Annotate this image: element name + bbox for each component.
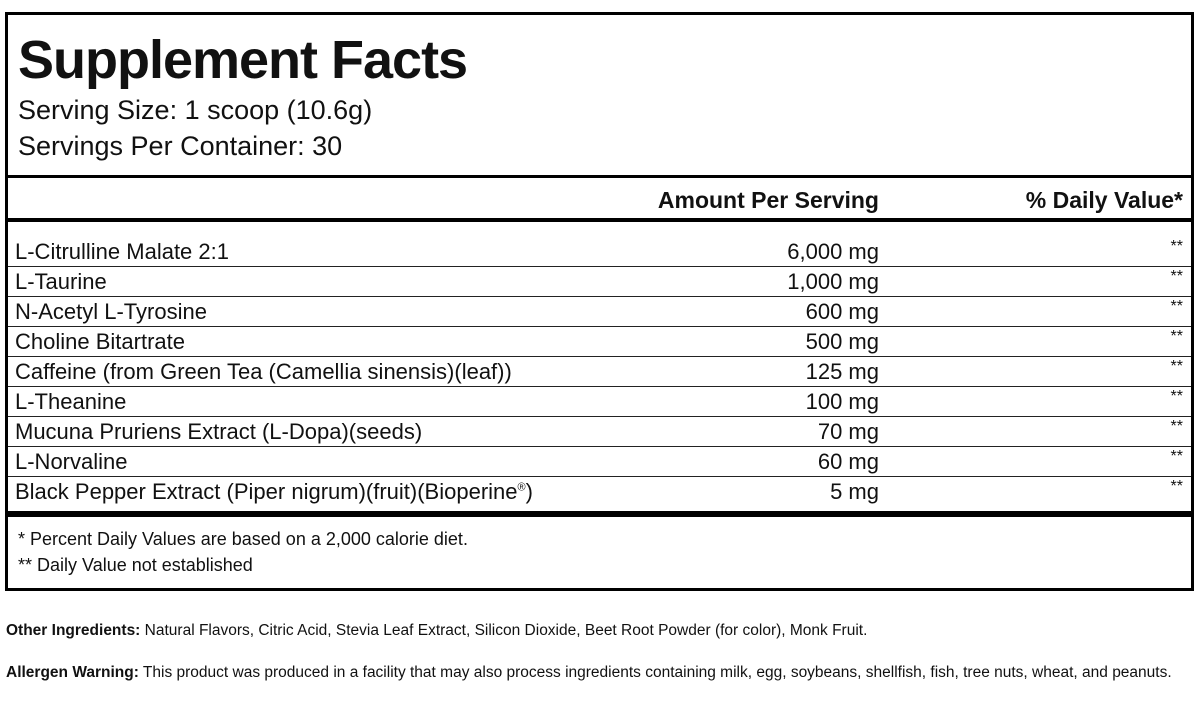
registered-mark: ® [517,481,526,494]
allergen-warning-text: This product was produced in a facility that may also process ingredients containing milk, egg, soybeans, shellfish, fish, tree nuts, wheat, and peanuts. [138,664,1172,681]
ingredient-dv: ** [1170,388,1183,405]
ingredient-amount: 6,000 mg [787,239,879,264]
ingredient-dv: ** [1170,478,1183,495]
other-ingredients [6,620,1186,642]
table-row [8,387,1191,417]
divider-bottom [8,511,1191,517]
allergen-warning [6,662,1186,684]
ingredient-name: Mucuna Pruriens Extract (L-Dopa)(seeds) [15,419,423,444]
ingredient-dv: ** [1170,418,1183,435]
table-row [8,297,1191,327]
servings-per-container: Servings Per Container: 30 [18,131,343,161]
ingredient-amount: 5 mg [830,479,879,504]
other-ingredients-label: Other Ingredients: [6,622,141,639]
footnote-not-established: ** Daily Value not established [18,555,253,575]
ingredient-name: Choline Bitartrate [15,329,185,354]
allergen-warning-label: Allergen Warning: [6,664,139,681]
ingredient-dv: ** [1170,238,1183,255]
ingredient-amount: 60 mg [817,449,879,474]
amount-per-serving-header: Amount Per Serving [657,187,879,213]
ingredient-name: Black Pepper Extract (Piper nigrum)(fruit)(Bioperine®) [15,479,533,504]
ingredient-dv: ** [1170,448,1183,465]
ingredient-amount: 500 mg [805,329,879,354]
serving-size: Serving Size: 1 scoop (10.6g) [18,95,373,125]
table-row [8,327,1191,357]
ingredient-name: L-Norvaline [15,449,128,474]
divider-header [8,218,1191,222]
table-row [8,417,1191,447]
panel-title: Supplement Facts [18,30,468,90]
ingredient-dv: ** [1170,328,1183,345]
ingredient-amount: 1,000 mg [787,269,879,294]
ingredient-name: Caffeine (from Green Tea (Camellia sinensis)(leaf)) [15,359,512,384]
footnote-daily-values: * Percent Daily Values are based on a 2,000 calorie diet. [18,529,468,549]
table-row [8,237,1191,267]
ingredient-amount: 100 mg [805,389,879,414]
table-row [8,477,1191,507]
ingredient-amount: 600 mg [805,299,879,324]
ingredient-dv: ** [1170,268,1183,285]
table-row [8,267,1191,297]
table-row [8,447,1191,477]
table-row [8,357,1191,387]
ingredient-name: L-Citrulline Malate 2:1 [15,239,229,264]
ingredient-amount: 70 mg [817,419,879,444]
ingredient-dv: ** [1170,298,1183,315]
ingredient-name: L-Theanine [15,389,127,414]
ingredient-name: N-Acetyl L-Tyrosine [15,299,207,324]
divider-top [8,175,1191,178]
other-ingredients-text: Natural Flavors, Citric Acid, Stevia Leaf Extract, Silicon Dioxide, Beet Root Powder (for color), Monk Fruit. [140,622,868,639]
ingredient-amount: 125 mg [805,359,879,384]
ingredient-dv: ** [1170,358,1183,375]
supplement-facts-panel [5,12,1194,591]
daily-value-header: % Daily Value* [1025,187,1183,213]
ingredient-name: L-Taurine [15,269,107,294]
